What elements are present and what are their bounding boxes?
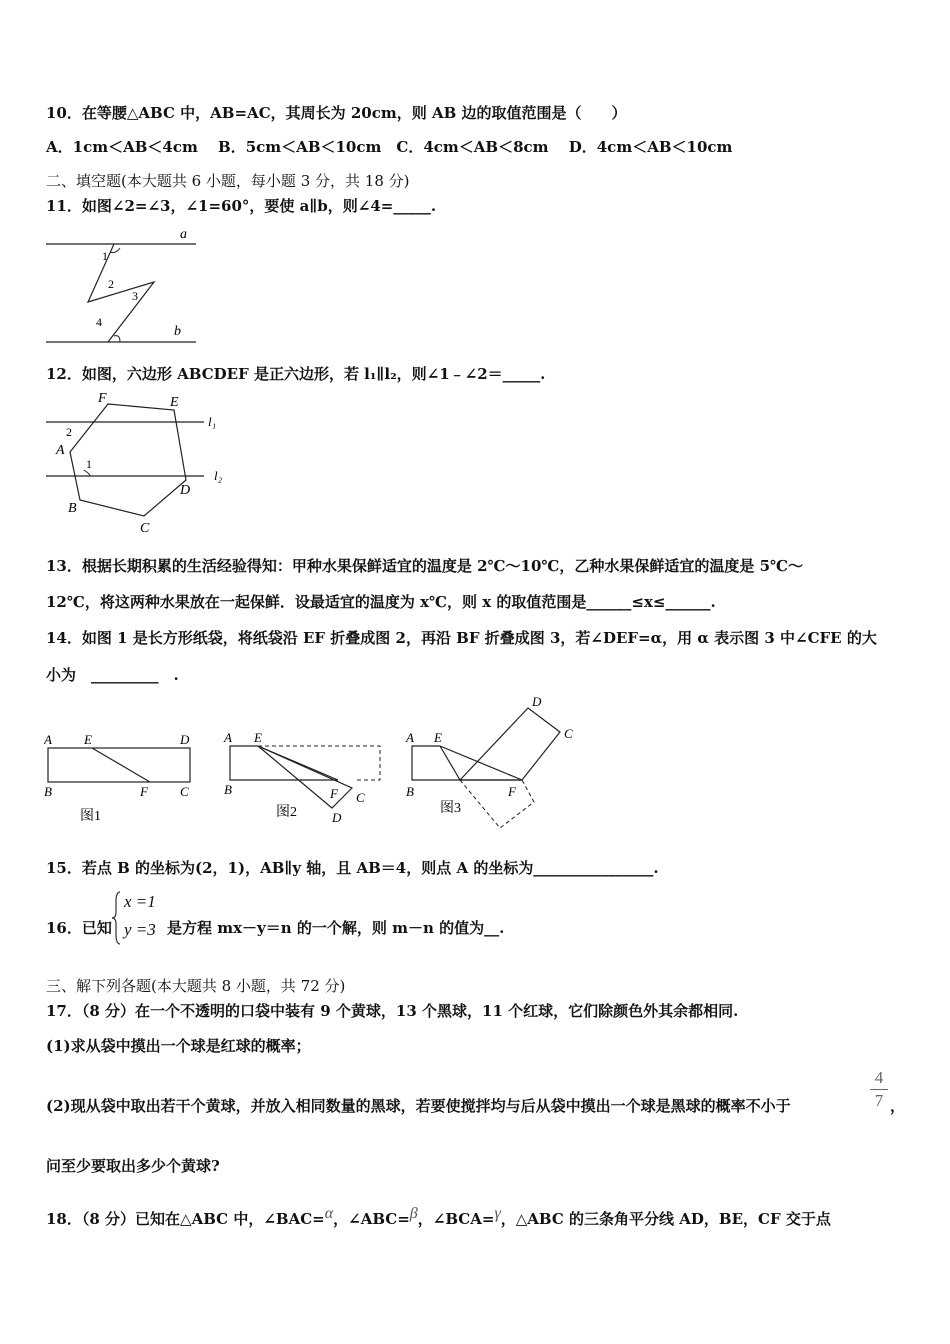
q14-f1-E: E (84, 732, 92, 747)
q17-frac-bar (870, 1089, 888, 1090)
q14-figure3 (404, 692, 584, 832)
q18-line (46, 1204, 831, 1229)
q13-line2: 12℃，将这两种水果放在一起保鲜．设最适宜的温度为 x℃，则 x 的取值范围是______≤x≤______. (46, 593, 716, 611)
q14-f1-A: A (44, 732, 52, 747)
q12-label-B: B (68, 501, 77, 516)
q18-p4: ，△ABC 的三条角平分线 AD，BE，CF 交于点 (500, 1210, 831, 1228)
q18-p2: ，∠ABC= (333, 1210, 410, 1228)
q11-label-a: a (180, 227, 187, 242)
q14-f2-E: E (254, 730, 262, 745)
q14-f1-B: B (44, 784, 52, 799)
q18-gamma: γ (494, 1205, 501, 1222)
q18-beta: β (409, 1205, 418, 1222)
q16-prefix: 16．已知 (46, 919, 112, 937)
q14-line1: 14．如图 1 是长方形纸袋，将纸袋沿 EF 折叠成图 2，再沿 BF 折叠成图 3，若∠DEF=α，用 α 表示图 3 中∠CFE 的大 (46, 629, 877, 647)
q14-f3-E: E (434, 730, 442, 745)
q14-f1-caption: 图1 (80, 809, 101, 824)
q11-label-1: 1 (102, 249, 108, 263)
q11-label-3: 3 (132, 289, 138, 303)
q10-options: A．1cm＜AB＜4cm B．5cm＜AB＜10cm C．4cm＜AB＜8cm D．4cm＜AB＜10cm (46, 138, 733, 156)
q14-f3-A: A (406, 730, 414, 745)
q14-f2-F: F (330, 786, 338, 801)
q12-label-1: 1 (86, 457, 92, 471)
q11-label-2: 2 (108, 277, 114, 291)
q17-fraction (870, 1068, 888, 1111)
q12-stem: 12．如图，六边形 ABCDEF 是正六边形，若 l₁∥l₂，则∠1﹣∠2＝_____. (46, 365, 546, 383)
q14-f1-C: C (180, 784, 189, 799)
section3-heading: 三、解下列各题(本大题共 8 小题，共 72 分) (46, 977, 346, 995)
q14-f2-A: A (224, 730, 232, 745)
q12-label-D: D (180, 483, 191, 498)
q11-stem: 11．如图∠2=∠3，∠1=60°，要使 a∥b，则∠4=_____. (46, 197, 437, 215)
q14-f3-B: B (406, 784, 414, 799)
q11-label-b: b (174, 324, 181, 339)
q14-f3-C: C (564, 726, 573, 741)
q14-f2-D: D (332, 810, 342, 825)
q16-eq2: y =3 (124, 920, 156, 939)
q14-f2-B: B (224, 782, 232, 797)
q17-part2-end: ， (890, 1097, 906, 1115)
q16-suffix: 是方程 mx－y＝n 的一个解，则 m－n 的值为__. (167, 919, 505, 937)
q17-part1: (1)求从袋中摸出一个球是红球的概率； (46, 1037, 311, 1055)
q15-stem: 15．若点 B 的坐标为(2，1)，AB∥y 轴，且 AB＝4，则点 A 的坐标为________________. (46, 859, 659, 877)
q17-frac-den: 7 (874, 1091, 884, 1110)
q17-stem: 17．（8 分）在一个不透明的口袋中装有 9 个黄球，13 个黑球，11 个红球，它们除颜色外其余都相同. (46, 1002, 739, 1020)
q14-f3-D: D (532, 694, 542, 709)
q13-line1: 13．根据长期积累的生活经验得知：甲种水果保鲜适宜的温度是 2℃～10℃，乙种水果保鲜适宜的温度是 5℃～ (46, 557, 803, 575)
q18-alpha: α (324, 1205, 334, 1222)
q17-frac-num: 4 (874, 1068, 884, 1087)
q11-figure (44, 222, 204, 347)
q14-line2: 小为 _________ . (46, 666, 179, 684)
q14-f3-F: F (508, 784, 516, 799)
q12-label-C: C (140, 521, 150, 536)
q18-p1: 18．（8 分）已知在△ABC 中，∠BAC= (46, 1210, 325, 1228)
q14-figure2 (222, 728, 392, 828)
q17-part2: (2)现从袋中取出若干个黄球，并放入相同数量的黑球，若要使搅拌均与后从袋中摸出一个球是黑球的概率不小于 (46, 1097, 791, 1115)
q12-label-2: 2 (66, 425, 72, 439)
q12-label-A: A (56, 443, 65, 458)
q16-eq1: x =1 (124, 892, 156, 911)
q14-f1-F: F (140, 784, 148, 799)
q12-label-l2: l₂ (214, 468, 223, 483)
section2-heading: 二、填空题(本大题共 6 小题，每小题 3 分，共 18 分) (46, 172, 410, 190)
q17-part2b: 问至少要取出多少个黄球? (46, 1157, 220, 1175)
q12-label-E: E (170, 395, 179, 410)
q14-f3-caption: 图3 (440, 801, 461, 816)
q12-figure (44, 390, 244, 540)
q10-stem: 10．在等腰△ABC 中，AB=AC，其周长为 20cm，则 AB 边的取值范围是（ ） (46, 104, 627, 122)
q14-f1-D: D (180, 732, 190, 747)
q12-label-F: F (98, 391, 107, 406)
q12-label-l1: l₁ (208, 414, 217, 429)
q14-figure1 (44, 730, 204, 825)
q14-f2-caption: 图2 (276, 805, 297, 820)
q18-p3: ，∠BCA= (417, 1210, 495, 1228)
q14-f2-C: C (356, 790, 365, 805)
q11-label-4: 4 (96, 315, 102, 329)
